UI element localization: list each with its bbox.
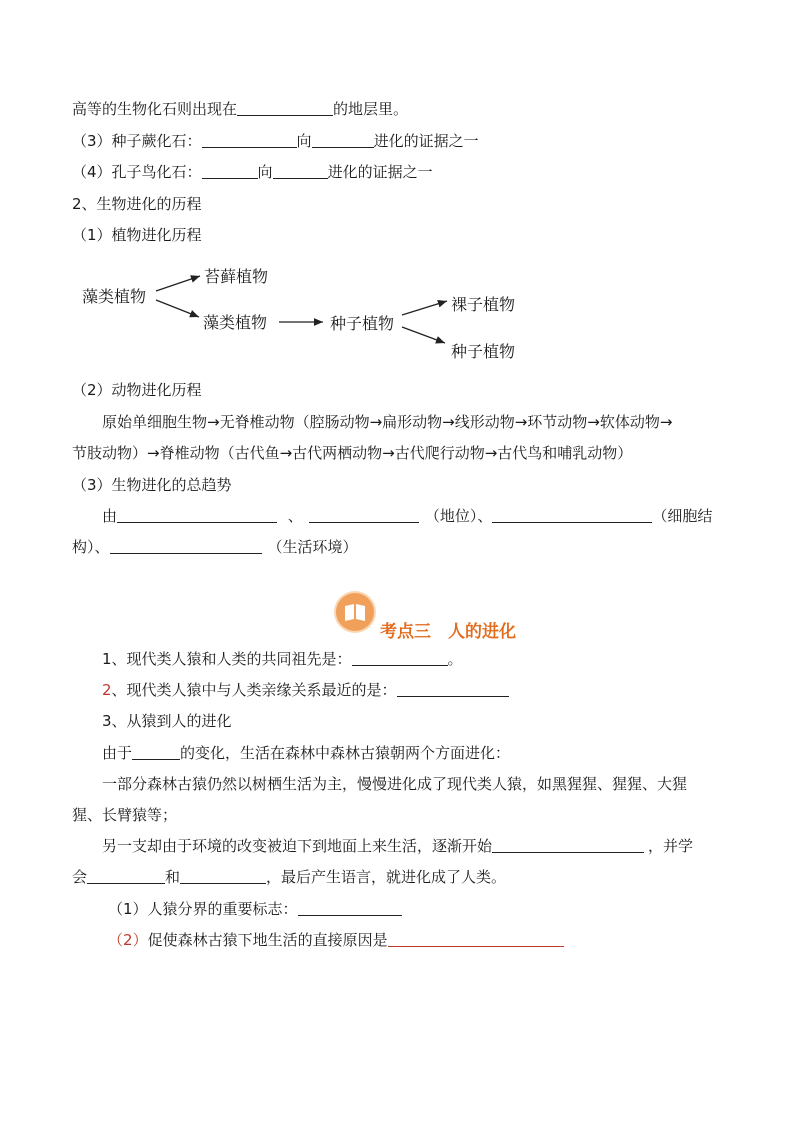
answer-blank[interactable] <box>352 651 448 666</box>
para-2b: 猩、长臂猿等； <box>72 806 178 824</box>
text: （3）种子蕨化石： <box>72 132 202 150</box>
heading-plant-evolution: （1）植物进化历程 <box>72 226 202 244</box>
text: （细胞结 <box>652 507 713 525</box>
answer-blank[interactable] <box>397 682 509 697</box>
node-seed-leaf: 种子植物 <box>451 342 516 361</box>
answer-blank[interactable] <box>492 508 652 523</box>
answer-blank[interactable] <box>202 133 297 148</box>
text: ，并学 <box>648 837 694 855</box>
text: 的地层里。 <box>333 100 409 118</box>
heading-animal-evolution: （2）动物进化历程 <box>72 381 202 399</box>
text: （ <box>108 931 124 949</box>
answer-blank[interactable] <box>202 164 258 179</box>
answer-blank[interactable] <box>180 869 266 884</box>
text: （生活环境） <box>267 538 358 556</box>
trend-line-1 <box>102 506 712 526</box>
question-number: 2 <box>123 931 133 949</box>
section-title: 考点三 人的进化 <box>380 622 516 642</box>
fossil-line-1 <box>72 99 408 119</box>
text: 由 <box>102 507 118 525</box>
sub-question-2 <box>108 930 564 950</box>
text: 进化的证据之一 <box>373 132 479 150</box>
trend-line-2 <box>72 537 358 557</box>
plant-evolution-diagram <box>0 255 560 370</box>
text: 向 <box>257 163 273 181</box>
animal-line-2: 节肢动物）→脊椎动物（古代鱼→古代两栖动物→古代爬行动物→古代鸟和哺乳动物） <box>72 444 633 462</box>
answer-blank[interactable] <box>132 745 180 760</box>
answer-blank[interactable] <box>492 838 644 853</box>
text: 促使森林古猿下地生活的直接原因是 <box>147 931 388 949</box>
answer-blank[interactable] <box>237 101 333 116</box>
fossil-line-2 <box>72 131 479 151</box>
para-4 <box>72 867 506 887</box>
node-seed-middle: 种子植物 <box>330 314 395 333</box>
answer-blank[interactable] <box>117 508 277 523</box>
question-number: 2 <box>102 681 112 699</box>
text: 进化的证据之一 <box>327 163 433 181</box>
node-gymnosperm: 裸子植物 <box>451 295 516 314</box>
answer-blank[interactable] <box>309 508 419 523</box>
node-moss: 苔藓植物 <box>204 267 269 286</box>
para-3 <box>102 836 693 856</box>
answer-blank[interactable] <box>312 133 374 148</box>
text: 向 <box>296 132 312 150</box>
answer-blank[interactable] <box>110 539 262 554</box>
text: 另一支却由于环境的改变被迫下到地面上来生活，逐渐开始 <box>102 837 493 855</box>
book-icon <box>336 593 374 631</box>
fossil-line-3 <box>72 162 433 182</box>
answer-blank[interactable] <box>388 932 564 947</box>
text: （1）人猿分界的重要标志： <box>108 900 298 918</box>
node-algae-branch: 藻类植物 <box>203 313 268 332</box>
heading-overall-trend: （3）生物进化的总趋势 <box>72 476 232 494</box>
animal-line-1: 原始单细胞生物→无脊椎动物（腔肠动物→扁形动物→线形动物→环节动物→软体动物→ <box>102 413 673 431</box>
para-1 <box>102 743 510 763</box>
text: 的变化，生活在森林中森林古猿朝两个方面进化： <box>180 744 511 762</box>
answer-blank[interactable] <box>87 869 165 884</box>
sub-question-1 <box>108 899 402 919</box>
text: ） <box>132 931 148 949</box>
para-2a: 一部分森林古猿仍然以树栖生活为主，慢慢进化成了现代类人猿，如黑猩猩、猩猩、大猩 <box>102 775 688 793</box>
question-3: 3、从猿到人的进化 <box>102 712 232 730</box>
text: （地位）、 <box>424 507 493 525</box>
text: 。 <box>447 650 463 668</box>
text: 、现代类人猿中与人类亲缘关系最近的是： <box>111 681 397 699</box>
text: 由于 <box>102 744 133 762</box>
text: ，最后产生语言，就进化成了人类。 <box>266 868 507 886</box>
text: 高等的生物化石则出现在 <box>72 100 238 118</box>
text: （4）孔子鸟化石： <box>72 163 202 181</box>
text: 构）、 <box>72 538 110 556</box>
text: 、 <box>287 507 303 525</box>
question-2 <box>102 680 509 700</box>
text: 1、现代类人猿和人类的共同祖先是： <box>102 650 352 668</box>
node-algae-root: 藻类植物 <box>82 287 147 306</box>
question-1 <box>102 649 463 669</box>
answer-blank[interactable] <box>273 164 328 179</box>
answer-blank[interactable] <box>298 901 402 916</box>
text: 会 <box>72 868 88 886</box>
text: 和 <box>165 868 181 886</box>
heading-evolution-course: 2、生物进化的历程 <box>72 195 202 213</box>
